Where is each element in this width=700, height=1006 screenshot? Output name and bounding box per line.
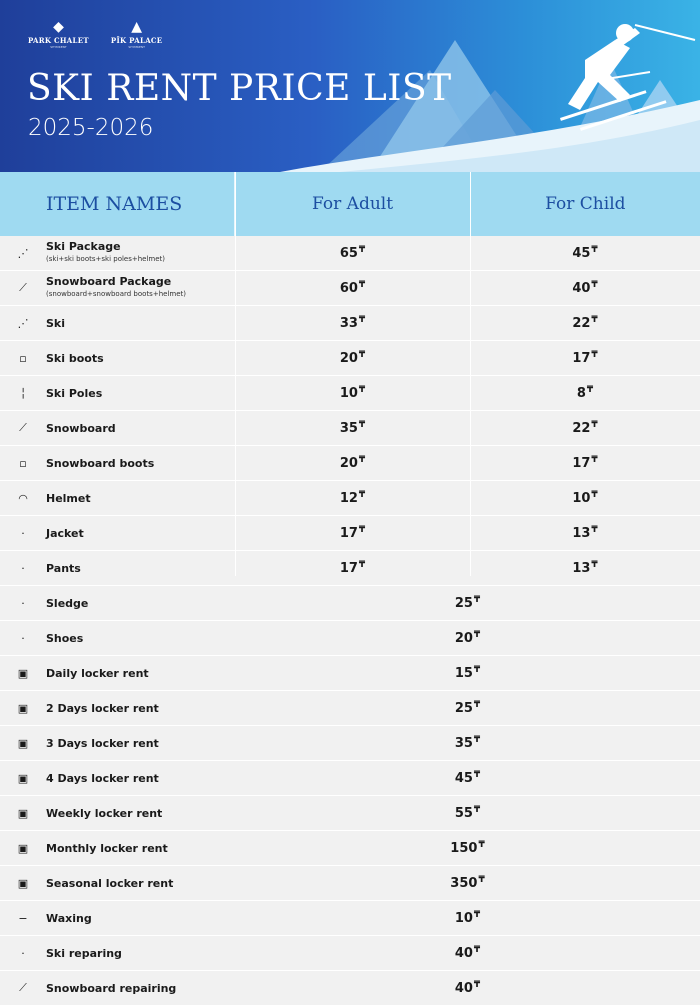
price-child: 22₸ xyxy=(572,419,598,436)
jacket-icon: · xyxy=(21,526,25,540)
wax-icon: − xyxy=(18,911,28,925)
table-row xyxy=(0,621,700,656)
column-header-item-names: ITEM NAMES xyxy=(46,193,183,215)
item-name: Helmet xyxy=(46,491,91,505)
table-header xyxy=(0,172,700,236)
price-single: 20₸ xyxy=(454,629,481,646)
item-name: Snowboard boots xyxy=(46,456,155,470)
table-row xyxy=(0,271,700,306)
locker-icon: ▣ xyxy=(17,666,29,680)
price-adult: 33₸ xyxy=(339,314,366,331)
sledge-icon: · xyxy=(21,596,25,610)
price-adult: 35₸ xyxy=(339,419,366,436)
table-row xyxy=(0,446,700,481)
table-row xyxy=(0,901,700,936)
item-name: Snowboard xyxy=(46,421,116,435)
item-name: Jacket xyxy=(46,526,84,540)
price-child: 13₸ xyxy=(572,524,598,541)
snowboard-icon: ⟋ xyxy=(19,421,27,434)
price-single: 350₸ xyxy=(450,874,485,891)
locker-icon: ▣ xyxy=(17,841,29,855)
locker-icon: ▣ xyxy=(17,701,29,715)
item-name: Snowboard repairing xyxy=(46,981,177,995)
table-row xyxy=(0,516,700,551)
ski-icon: ⋰ xyxy=(17,316,29,330)
item-name: Snowboard Package (snowboard+snowboard boots+helmet) xyxy=(46,275,235,301)
helmet-icon: ◠ xyxy=(18,491,28,505)
price-single: 10₸ xyxy=(454,909,481,926)
table-row xyxy=(0,691,700,726)
price-child: 17₸ xyxy=(572,454,598,471)
price-single: 40₸ xyxy=(454,944,481,961)
item-name: Monthly locker rent xyxy=(46,841,168,855)
table-row xyxy=(0,306,700,341)
price-adult: 17₸ xyxy=(339,524,366,541)
item-name: Pants xyxy=(46,561,81,575)
table-row xyxy=(0,796,700,831)
price-child: 22₸ xyxy=(572,314,598,331)
item-name: Daily locker rent xyxy=(46,666,149,680)
item-name: Waxing xyxy=(46,911,92,925)
season-label: 2025-2026 xyxy=(28,115,154,141)
table-row xyxy=(0,551,700,586)
item-name: 2 Days locker rent xyxy=(46,701,159,715)
item-name: Ski boots xyxy=(46,351,104,365)
locker-icon: ▣ xyxy=(17,806,29,820)
price-adult: 20₸ xyxy=(339,454,366,471)
item-name: Ski reparing xyxy=(46,946,122,960)
snowboard-icon: ⟋ xyxy=(19,981,27,994)
price-single: 40₸ xyxy=(454,979,481,996)
item-subtext: (snowboard+snowboard boots+helmet) xyxy=(46,290,186,298)
price-adult: 60₸ xyxy=(339,279,366,296)
price-single: 25₸ xyxy=(454,594,481,611)
price-adult: 65₸ xyxy=(339,244,366,261)
column-divider xyxy=(235,172,236,576)
page-title: SKI RENT PRICE LIST xyxy=(27,68,452,109)
park-chalet-logo: ◆ PARK CHALET SHYMKENT xyxy=(28,19,89,49)
price-single: 35₸ xyxy=(454,734,481,751)
locker-icon: ▣ xyxy=(17,771,29,785)
poles-icon: ╎ xyxy=(19,386,27,400)
table-row xyxy=(0,411,700,446)
locker-icon: ▣ xyxy=(17,876,29,890)
column-header-child: For Child xyxy=(470,172,700,236)
pants-icon: · xyxy=(21,561,25,575)
item-name: 4 Days locker rent xyxy=(46,771,159,785)
price-child: 13₸ xyxy=(572,559,598,576)
locker-icon: ▣ xyxy=(17,736,29,750)
item-name: Ski Poles xyxy=(46,386,103,400)
item-name: Ski xyxy=(46,316,66,330)
item-name: Ski Package (ski+ski boots+ski poles+helmet) xyxy=(46,240,235,266)
price-child: 17₸ xyxy=(572,349,598,366)
price-child: 10₸ xyxy=(572,489,598,506)
price-child: 40₸ xyxy=(572,279,598,296)
table-row xyxy=(0,936,700,971)
column-header-adult: For Adult xyxy=(234,172,469,236)
boot-icon: ▫ xyxy=(19,456,27,470)
pik-palace-logo: ▲ PÎK PALACE SHYMKENT xyxy=(110,19,163,49)
price-adult: 12₸ xyxy=(339,489,366,506)
table-row xyxy=(0,726,700,761)
price-single: 150₸ xyxy=(450,839,485,856)
table-row xyxy=(0,586,700,621)
table-row xyxy=(0,761,700,796)
price-single: 55₸ xyxy=(454,804,481,821)
item-name: Shoes xyxy=(46,631,84,645)
shoe-icon: · xyxy=(21,631,25,645)
item-name: 3 Days locker rent xyxy=(46,736,159,750)
item-name: Seasonal locker rent xyxy=(46,876,174,890)
table-row xyxy=(0,376,700,411)
price-adult: 17₸ xyxy=(339,559,366,576)
price-single: 45₸ xyxy=(454,769,481,786)
boot-icon: ▫ xyxy=(19,351,27,365)
price-child: 45₸ xyxy=(572,244,598,261)
price-single: 25₸ xyxy=(454,699,481,716)
table-row xyxy=(0,481,700,516)
repair-icon: · xyxy=(21,946,25,960)
item-name: Weekly locker rent xyxy=(46,806,163,820)
table-row xyxy=(0,341,700,376)
item-subtext: (ski+ski boots+ski poles+helmet) xyxy=(46,255,166,263)
price-child: 8₸ xyxy=(576,384,594,401)
table-row xyxy=(0,236,700,271)
table-row xyxy=(0,831,700,866)
item-name: Sledge xyxy=(46,596,89,610)
price-adult: 10₸ xyxy=(339,384,366,401)
ski-icon: ⋰ xyxy=(17,246,29,260)
price-adult: 20₸ xyxy=(339,349,366,366)
column-divider xyxy=(470,172,471,576)
table-row xyxy=(0,866,700,901)
price-single: 15₸ xyxy=(454,664,481,681)
header-banner xyxy=(0,0,700,172)
table-row xyxy=(0,656,700,691)
price-table-body xyxy=(0,236,700,1006)
snowboard-icon: ⟋ xyxy=(19,281,27,294)
